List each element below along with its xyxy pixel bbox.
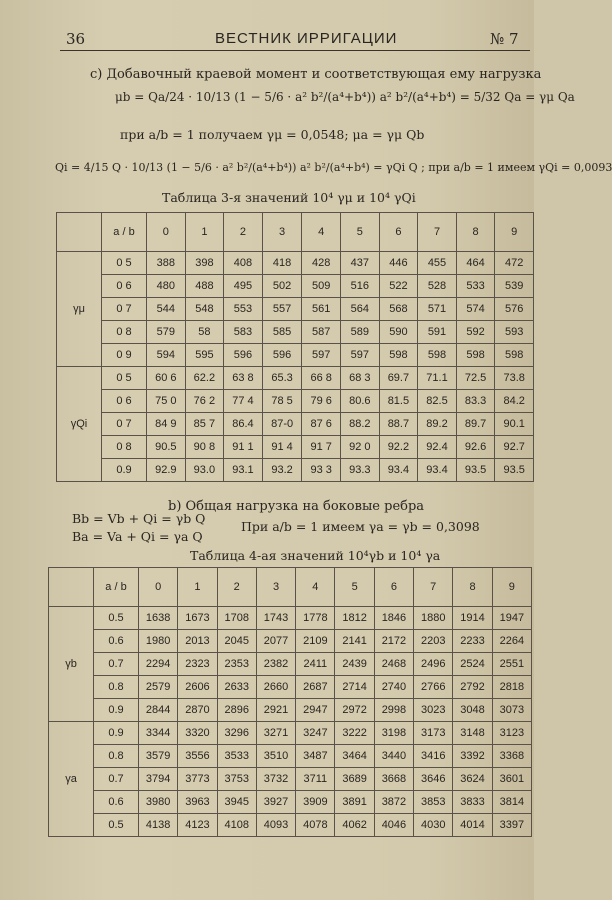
table-cell: 472 bbox=[495, 252, 534, 275]
table-cell: 4078 bbox=[296, 814, 335, 837]
table-row bbox=[57, 344, 534, 367]
table-cell: 4093 bbox=[256, 814, 295, 837]
table-cell: 2524 bbox=[453, 653, 492, 676]
column-header: 9 bbox=[492, 568, 531, 607]
ab-value: 0 7 bbox=[102, 298, 147, 321]
table-row bbox=[49, 814, 532, 837]
table-cell: 87-0 bbox=[262, 413, 302, 436]
ab-value: 0.9 bbox=[94, 722, 139, 745]
table-cell: 3416 bbox=[414, 745, 453, 768]
table-cell: 92.4 bbox=[418, 436, 457, 459]
table-cell: 2264 bbox=[492, 630, 531, 653]
table-cell: 3853 bbox=[414, 791, 453, 814]
table-cell: 93 3 bbox=[302, 459, 341, 482]
column-header: 8 bbox=[456, 213, 495, 252]
table-cell: 3624 bbox=[453, 768, 492, 791]
table-cell: 93.5 bbox=[456, 459, 495, 482]
table-cell: 1880 bbox=[414, 607, 453, 630]
table-cell: 3073 bbox=[492, 699, 531, 722]
section-c-heading: c) Добавочный краевой момент и соответствующая ему нагрузка bbox=[90, 67, 542, 82]
table-row bbox=[57, 390, 534, 413]
column-header: 5 bbox=[341, 213, 380, 252]
table-cell: 2972 bbox=[335, 699, 374, 722]
column-header: 2 bbox=[217, 568, 256, 607]
table-cell: 561 bbox=[302, 298, 341, 321]
table-cell: 464 bbox=[456, 252, 495, 275]
table-cell: 2468 bbox=[374, 653, 413, 676]
table-row bbox=[57, 413, 534, 436]
table-cell: 597 bbox=[302, 344, 341, 367]
table-cell: 58 bbox=[185, 321, 224, 344]
table-cell: 3689 bbox=[335, 768, 374, 791]
table-cell: 2439 bbox=[335, 653, 374, 676]
table-cell: 1778 bbox=[296, 607, 335, 630]
table-cell: 3909 bbox=[296, 791, 335, 814]
table-cell: 3440 bbox=[374, 745, 413, 768]
table-cell: 79 6 bbox=[302, 390, 341, 413]
table-cell: 93.0 bbox=[185, 459, 224, 482]
table-cell: 3794 bbox=[139, 768, 178, 791]
table-cell: 2109 bbox=[296, 630, 335, 653]
table-cell: 3732 bbox=[256, 768, 295, 791]
table-row bbox=[49, 791, 532, 814]
table-cell: 4123 bbox=[178, 814, 217, 837]
table-header-row bbox=[49, 568, 532, 607]
table-cell: 90.5 bbox=[147, 436, 186, 459]
table-cell: 60 6 bbox=[147, 367, 186, 390]
table-row bbox=[49, 722, 532, 745]
table-cell: 4108 bbox=[217, 814, 256, 837]
table-cell: 528 bbox=[418, 275, 457, 298]
ab-value: 0.9 bbox=[102, 459, 147, 482]
table-cell: 428 bbox=[302, 252, 341, 275]
table-cell: 488 bbox=[185, 275, 224, 298]
table-cell: 592 bbox=[456, 321, 495, 344]
table-cell: 544 bbox=[147, 298, 186, 321]
formula-when-ab-1: при a/b = 1 получаем γμ = 0,0548; μa = γμ Qb bbox=[120, 127, 425, 142]
ab-value: 0.8 bbox=[94, 676, 139, 699]
ab-value: 0.7 bbox=[94, 768, 139, 791]
table-cell: 557 bbox=[262, 298, 302, 321]
table-row bbox=[49, 745, 532, 768]
journal-title: ВЕСТНИК ИРРИГАЦИИ bbox=[215, 30, 398, 47]
table-cell: 2870 bbox=[178, 699, 217, 722]
ab-value: 0.6 bbox=[94, 791, 139, 814]
table-cell: 85 7 bbox=[185, 413, 224, 436]
table-cell: 3711 bbox=[296, 768, 335, 791]
column-header: 7 bbox=[414, 568, 453, 607]
table-cell: 2947 bbox=[296, 699, 335, 722]
table-cell: 92.2 bbox=[379, 436, 418, 459]
table4-caption: Таблица 4-ая значений 10⁴γb и 10⁴ γa bbox=[190, 548, 441, 563]
table-cell: 4138 bbox=[139, 814, 178, 837]
table-cell: 93.4 bbox=[379, 459, 418, 482]
table-cell: 3872 bbox=[374, 791, 413, 814]
table-cell: 3533 bbox=[217, 745, 256, 768]
table-cell: 3123 bbox=[492, 722, 531, 745]
ab-value: 0 7 bbox=[102, 413, 147, 436]
column-header: 8 bbox=[453, 568, 492, 607]
column-header: 6 bbox=[379, 213, 418, 252]
table-cell: 591 bbox=[418, 321, 457, 344]
table3-caption: Таблица 3-я значений 10⁴ γμ и 10⁴ γQi bbox=[162, 190, 416, 205]
table-cell: 595 bbox=[185, 344, 224, 367]
table-cell: 418 bbox=[262, 252, 302, 275]
table-cell: 92.9 bbox=[147, 459, 186, 482]
table-cell: 598 bbox=[379, 344, 418, 367]
table-cell: 71.1 bbox=[418, 367, 457, 390]
table-cell: 1708 bbox=[217, 607, 256, 630]
table-cell: 2606 bbox=[178, 676, 217, 699]
ab-header: a / b bbox=[94, 568, 139, 607]
ab-value: 0.6 bbox=[94, 630, 139, 653]
table-cell: 4046 bbox=[374, 814, 413, 837]
table-cell: 2792 bbox=[453, 676, 492, 699]
table-cell: 2844 bbox=[139, 699, 178, 722]
table-cell: 83.3 bbox=[456, 390, 495, 413]
table-cell: 495 bbox=[224, 275, 263, 298]
table-cell: 63 8 bbox=[224, 367, 263, 390]
table-row bbox=[57, 275, 534, 298]
table-cell: 3392 bbox=[453, 745, 492, 768]
table-cell: 2660 bbox=[256, 676, 295, 699]
table-cell: 3646 bbox=[414, 768, 453, 791]
table-cell: 2687 bbox=[296, 676, 335, 699]
table-cell: 3222 bbox=[335, 722, 374, 745]
table-cell: 90 8 bbox=[185, 436, 224, 459]
table-cell: 446 bbox=[379, 252, 418, 275]
table-cell: 76 2 bbox=[185, 390, 224, 413]
table-cell: 533 bbox=[456, 275, 495, 298]
group-label: γQi bbox=[57, 367, 102, 482]
table-cell: 3963 bbox=[178, 791, 217, 814]
table-cell: 3023 bbox=[414, 699, 453, 722]
header-rule bbox=[60, 50, 530, 51]
table-cell: 2172 bbox=[374, 630, 413, 653]
table-cell: 1947 bbox=[492, 607, 531, 630]
table-cell: 3198 bbox=[374, 722, 413, 745]
ab-value: 0 5 bbox=[102, 252, 147, 275]
table-cell: 4030 bbox=[414, 814, 453, 837]
table-cell: 78 5 bbox=[262, 390, 302, 413]
table-cell: 388 bbox=[147, 252, 186, 275]
ab-value: 0 9 bbox=[102, 344, 147, 367]
group-label: γa bbox=[49, 722, 94, 837]
table-cell: 594 bbox=[147, 344, 186, 367]
table-cell: 568 bbox=[379, 298, 418, 321]
table-cell: 89.2 bbox=[418, 413, 457, 436]
table-cell: 509 bbox=[302, 275, 341, 298]
table-cell: 62.2 bbox=[185, 367, 224, 390]
table-cell: 3148 bbox=[453, 722, 492, 745]
ab-value: 0 6 bbox=[102, 390, 147, 413]
table-cell: 3556 bbox=[178, 745, 217, 768]
formula-mu-b: μb = Qa/24 · 10/13 (1 − 5/6 · a² b²/(a⁴+b⁴)) a² b²/(a⁴+b⁴) = 5/32 Qa = γμ Qa bbox=[115, 90, 575, 104]
table-row bbox=[57, 367, 534, 390]
table-cell: 92.6 bbox=[456, 436, 495, 459]
table-cell: 593 bbox=[495, 321, 534, 344]
group-header-empty bbox=[49, 568, 94, 607]
table-cell: 2896 bbox=[217, 699, 256, 722]
table-cell: 66 8 bbox=[302, 367, 341, 390]
table-cell: 93.5 bbox=[495, 459, 534, 482]
table-cell: 3368 bbox=[492, 745, 531, 768]
table-cell: 598 bbox=[456, 344, 495, 367]
table-cell: 82.5 bbox=[418, 390, 457, 413]
table-cell: 68 3 bbox=[341, 367, 380, 390]
column-header: 0 bbox=[147, 213, 186, 252]
table-cell: 72.5 bbox=[456, 367, 495, 390]
formula-qi: Qi = 4/15 Q · 10/13 (1 − 5/6 · a² b²/(a⁴+b⁴)) a² b²/(a⁴+b⁴) = γQi Q ; при a/b = 1 имеем γQi = 0,0093 bbox=[55, 161, 612, 174]
formula-vb: Bb = Vb + Qi = γb Q bbox=[72, 511, 206, 526]
table-cell: 3980 bbox=[139, 791, 178, 814]
table-cell: 92.7 bbox=[495, 436, 534, 459]
ab-value: 0 8 bbox=[102, 436, 147, 459]
table-cell: 75 0 bbox=[147, 390, 186, 413]
column-header: 5 bbox=[335, 568, 374, 607]
table-cell: 3464 bbox=[335, 745, 374, 768]
table-cell: 3320 bbox=[178, 722, 217, 745]
table-cell: 522 bbox=[379, 275, 418, 298]
formula-when-ab-1-b: При a/b = 1 имеем γa = γb = 0,3098 bbox=[241, 519, 480, 534]
table-cell: 574 bbox=[456, 298, 495, 321]
table-row bbox=[49, 653, 532, 676]
section-b-heading: b) Общая нагрузка на боковые ребра bbox=[168, 499, 425, 514]
column-header: 1 bbox=[178, 568, 217, 607]
table-cell: 1638 bbox=[139, 607, 178, 630]
table-row bbox=[49, 768, 532, 791]
group-label: γμ bbox=[57, 252, 102, 367]
table-cell: 598 bbox=[418, 344, 457, 367]
table-cell: 90.1 bbox=[495, 413, 534, 436]
table-cell: 3271 bbox=[256, 722, 295, 745]
table-cell: 93.4 bbox=[418, 459, 457, 482]
table-cell: 571 bbox=[418, 298, 457, 321]
ab-value: 0 5 bbox=[102, 367, 147, 390]
table-cell: 1980 bbox=[139, 630, 178, 653]
table-cell: 539 bbox=[495, 275, 534, 298]
table-cell: 3173 bbox=[414, 722, 453, 745]
ab-value: 0.8 bbox=[94, 745, 139, 768]
table-cell: 585 bbox=[262, 321, 302, 344]
column-header: 0 bbox=[139, 568, 178, 607]
table-cell: 2203 bbox=[414, 630, 453, 653]
table-cell: 2714 bbox=[335, 676, 374, 699]
table-cell: 88.2 bbox=[341, 413, 380, 436]
table-cell: 91 7 bbox=[302, 436, 341, 459]
issue-number: № 7 bbox=[490, 30, 519, 48]
table-cell: 3247 bbox=[296, 722, 335, 745]
table-cell: 589 bbox=[341, 321, 380, 344]
table-row bbox=[49, 607, 532, 630]
table-row bbox=[57, 436, 534, 459]
table-cell: 93.2 bbox=[262, 459, 302, 482]
table-cell: 437 bbox=[341, 252, 380, 275]
table-cell: 502 bbox=[262, 275, 302, 298]
table-cell: 69.7 bbox=[379, 367, 418, 390]
table-cell: 80.6 bbox=[341, 390, 380, 413]
table-row bbox=[49, 699, 532, 722]
table-cell: 2766 bbox=[414, 676, 453, 699]
table-row bbox=[57, 321, 534, 344]
ab-value: 0 6 bbox=[102, 275, 147, 298]
table-cell: 2998 bbox=[374, 699, 413, 722]
table-cell: 2141 bbox=[335, 630, 374, 653]
table-cell: 3344 bbox=[139, 722, 178, 745]
table-row bbox=[57, 252, 534, 275]
table-cell: 1812 bbox=[335, 607, 374, 630]
table-cell: 2323 bbox=[178, 653, 217, 676]
table-cell: 2633 bbox=[217, 676, 256, 699]
table-cell: 2740 bbox=[374, 676, 413, 699]
ab-value: 0.9 bbox=[94, 699, 139, 722]
table-cell: 91 4 bbox=[262, 436, 302, 459]
table-cell: 2579 bbox=[139, 676, 178, 699]
column-header: 1 bbox=[185, 213, 224, 252]
table-3 bbox=[56, 212, 534, 482]
table-cell: 2496 bbox=[414, 653, 453, 676]
table-cell: 1914 bbox=[453, 607, 492, 630]
table-cell: 596 bbox=[262, 344, 302, 367]
table-cell: 81.5 bbox=[379, 390, 418, 413]
table-cell: 2077 bbox=[256, 630, 295, 653]
table-cell: 480 bbox=[147, 275, 186, 298]
table-cell: 1743 bbox=[256, 607, 295, 630]
ab-value: 0.7 bbox=[94, 653, 139, 676]
ab-value: 0.5 bbox=[94, 607, 139, 630]
table-cell: 3510 bbox=[256, 745, 295, 768]
table-cell: 3927 bbox=[256, 791, 295, 814]
table-cell: 3397 bbox=[492, 814, 531, 837]
table-cell: 4062 bbox=[335, 814, 374, 837]
table-cell: 3833 bbox=[453, 791, 492, 814]
table-cell: 89.7 bbox=[456, 413, 495, 436]
table-cell: 1673 bbox=[178, 607, 217, 630]
table-cell: 598 bbox=[495, 344, 534, 367]
formula-va: Ba = Va + Qi = γa Q bbox=[72, 529, 203, 544]
table-header-row bbox=[57, 213, 534, 252]
column-header: 7 bbox=[418, 213, 457, 252]
table-cell: 3945 bbox=[217, 791, 256, 814]
column-header: 4 bbox=[296, 568, 335, 607]
table-cell: 564 bbox=[341, 298, 380, 321]
running-header bbox=[0, 30, 534, 52]
table-cell: 3668 bbox=[374, 768, 413, 791]
table-cell: 92 0 bbox=[341, 436, 380, 459]
column-header: 3 bbox=[262, 213, 302, 252]
table-cell: 596 bbox=[224, 344, 263, 367]
table-cell: 3601 bbox=[492, 768, 531, 791]
column-header: 4 bbox=[302, 213, 341, 252]
table-cell: 88.7 bbox=[379, 413, 418, 436]
table-cell: 398 bbox=[185, 252, 224, 275]
table-cell: 84 9 bbox=[147, 413, 186, 436]
table-row bbox=[57, 459, 534, 482]
table-cell: 587 bbox=[302, 321, 341, 344]
table-cell: 516 bbox=[341, 275, 380, 298]
table-cell: 553 bbox=[224, 298, 263, 321]
table-cell: 590 bbox=[379, 321, 418, 344]
table-cell: 93.1 bbox=[224, 459, 263, 482]
column-header: 6 bbox=[374, 568, 413, 607]
table-cell: 2411 bbox=[296, 653, 335, 676]
table-row bbox=[49, 676, 532, 699]
table-cell: 2353 bbox=[217, 653, 256, 676]
table-cell: 579 bbox=[147, 321, 186, 344]
column-header: 3 bbox=[256, 568, 295, 607]
ab-header: a / b bbox=[102, 213, 147, 252]
table-cell: 2818 bbox=[492, 676, 531, 699]
table-cell: 2233 bbox=[453, 630, 492, 653]
table-row bbox=[57, 298, 534, 321]
table-cell: 583 bbox=[224, 321, 263, 344]
table-cell: 3487 bbox=[296, 745, 335, 768]
table-cell: 2013 bbox=[178, 630, 217, 653]
ab-value: 0.5 bbox=[94, 814, 139, 837]
table-cell: 3296 bbox=[217, 722, 256, 745]
table-cell: 3753 bbox=[217, 768, 256, 791]
ab-value: 0 8 bbox=[102, 321, 147, 344]
group-label: γb bbox=[49, 607, 94, 722]
table-cell: 65.3 bbox=[262, 367, 302, 390]
table-cell: 87 6 bbox=[302, 413, 341, 436]
table-cell: 86.4 bbox=[224, 413, 263, 436]
table-cell: 77 4 bbox=[224, 390, 263, 413]
table-cell: 3891 bbox=[335, 791, 374, 814]
table-cell: 2382 bbox=[256, 653, 295, 676]
table-cell: 84.2 bbox=[495, 390, 534, 413]
table-cell: 73.8 bbox=[495, 367, 534, 390]
table-cell: 91 1 bbox=[224, 436, 263, 459]
column-header: 9 bbox=[495, 213, 534, 252]
table-cell: 3814 bbox=[492, 791, 531, 814]
table-cell: 1846 bbox=[374, 607, 413, 630]
page-number: 36 bbox=[66, 30, 86, 48]
table-cell: 576 bbox=[495, 298, 534, 321]
table-4 bbox=[48, 567, 532, 837]
group-header-empty bbox=[57, 213, 102, 252]
table-cell: 2551 bbox=[492, 653, 531, 676]
table-cell: 3773 bbox=[178, 768, 217, 791]
table-cell: 597 bbox=[341, 344, 380, 367]
table-cell: 3579 bbox=[139, 745, 178, 768]
table-cell: 3048 bbox=[453, 699, 492, 722]
table-cell: 2921 bbox=[256, 699, 295, 722]
column-header: 2 bbox=[224, 213, 263, 252]
table-cell: 93.3 bbox=[341, 459, 380, 482]
table-cell: 455 bbox=[418, 252, 457, 275]
table-cell: 548 bbox=[185, 298, 224, 321]
table-cell: 4014 bbox=[453, 814, 492, 837]
table-cell: 2294 bbox=[139, 653, 178, 676]
table-cell: 2045 bbox=[217, 630, 256, 653]
table-cell: 408 bbox=[224, 252, 263, 275]
table-row bbox=[49, 630, 532, 653]
